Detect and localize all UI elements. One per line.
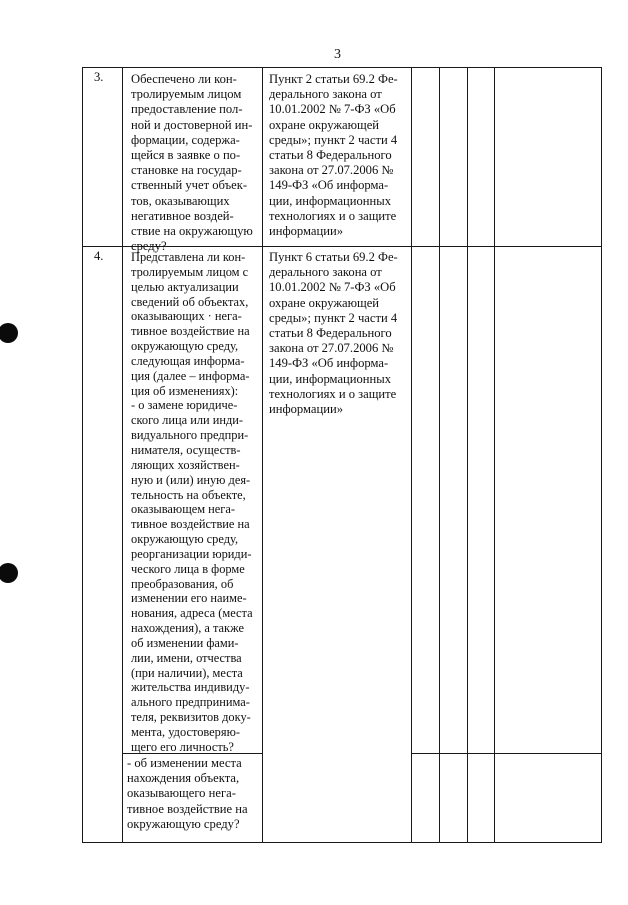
question-line: - о замене юридиче- xyxy=(131,398,238,413)
sub-question-cell xyxy=(127,756,257,832)
basis-line: Пункт 2 статьи 69.2 Фе- xyxy=(269,72,398,86)
basis-line: 10.01.2002 № 7-ФЗ «Об xyxy=(269,102,396,117)
question-line: ального предпринима- xyxy=(131,695,250,710)
basis-line: дерального закона от xyxy=(269,265,382,280)
question-line: тролируемым лицом с xyxy=(131,264,249,279)
row-number: 3. xyxy=(94,70,104,84)
question-line: сведений об объектах, xyxy=(131,294,249,309)
binder-hole-mark xyxy=(0,323,18,343)
question-line: ствие на окружающую xyxy=(131,224,253,239)
question-line: тельность на объекте, xyxy=(131,487,246,502)
basis-line: ции, информационных xyxy=(269,193,392,208)
table-row-divider xyxy=(411,753,602,754)
sub-question-line: - об изменении места xyxy=(127,756,242,770)
table-column-divider xyxy=(439,67,440,843)
sub-question-line: нахождения объекта, xyxy=(127,771,240,786)
table-border-bottom xyxy=(82,842,602,843)
question-cell xyxy=(131,250,257,755)
question-line: формации, содержа- xyxy=(131,132,240,147)
basis-line: дерального закона от xyxy=(269,87,382,102)
basis-line: охране окружающей xyxy=(269,117,380,132)
question-line: жительства индивиду- xyxy=(131,680,250,695)
question-line: оказывающих · нега- xyxy=(131,309,242,324)
question-line: нимателя, осуществ- xyxy=(131,442,241,457)
basis-line: ции, информационных xyxy=(269,371,392,386)
question-line: теля, реквизитов доку- xyxy=(131,710,251,725)
question-line: окружающую среду, xyxy=(131,339,239,354)
question-line: становке на государ- xyxy=(131,163,242,178)
question-line: ция (далее – информа- xyxy=(131,368,250,383)
question-line: видуального предпри- xyxy=(131,428,249,443)
question-line: нахождения), а также xyxy=(131,621,244,636)
question-line: тов, оказывающих xyxy=(131,193,230,208)
question-line: негативное воздей- xyxy=(131,208,234,223)
question-line: ной и достоверной ин- xyxy=(131,117,253,132)
table-border-right xyxy=(601,67,602,843)
question-line: ственный учет объек- xyxy=(131,178,248,193)
basis-line: информации» xyxy=(269,224,344,239)
basis-line: 10.01.2002 № 7-ФЗ «Об xyxy=(269,280,396,295)
question-line: Представлена ли кон- xyxy=(131,250,246,264)
question-line: тивное воздействие на xyxy=(131,517,250,532)
table-column-divider xyxy=(122,67,123,843)
question-line: изменении его наиме- xyxy=(131,591,247,606)
question-line: ского лица или инди- xyxy=(131,413,244,428)
basis-line: статьи 8 Федерального xyxy=(269,148,392,163)
basis-line: закона от 27.07.2006 № xyxy=(269,341,394,356)
basis-line: среды»; пункт 2 части 4 xyxy=(269,132,398,147)
basis-line: Пункт 6 статьи 69.2 Фе- xyxy=(269,250,398,264)
question-line: среду? xyxy=(131,239,167,254)
question-line: нования, адреса (места xyxy=(131,606,253,621)
question-cell xyxy=(131,72,257,254)
question-line: ческого лица в форме xyxy=(131,561,245,576)
table-column-divider xyxy=(467,67,468,843)
sub-question-line: оказывающего нега- xyxy=(127,786,236,801)
question-line: целью актуализации xyxy=(131,279,239,294)
question-line: предоставление пол- xyxy=(131,102,243,117)
binder-hole-mark xyxy=(0,563,18,583)
question-line: щего его личность? xyxy=(131,739,234,754)
basis-line: технологиях и о защите xyxy=(269,386,397,401)
question-line: тролируемым лицом xyxy=(131,87,242,102)
question-line: ляющих хозяйствен- xyxy=(131,457,240,472)
table-column-divider xyxy=(262,67,263,843)
question-line: щейся в заявке о по- xyxy=(131,148,241,163)
question-line: преобразования, об xyxy=(131,576,234,591)
basis-line: статьи 8 Федерального xyxy=(269,326,392,341)
table-border-top xyxy=(82,67,602,68)
table-border-left xyxy=(82,67,83,843)
question-line: оказывающем нега- xyxy=(131,502,236,517)
question-line: ную и (или) иную дея- xyxy=(131,472,251,487)
basis-line: информации» xyxy=(269,402,344,417)
sub-question-line: окружающую среду? xyxy=(127,816,240,831)
sub-question-line: тивное воздействие на xyxy=(127,801,248,816)
question-line: следующая информа- xyxy=(131,353,245,368)
row-number: 4. xyxy=(94,249,104,263)
legal-basis-cell xyxy=(269,72,407,239)
basis-line: закона от 27.07.2006 № xyxy=(269,163,394,178)
question-line: об изменении фами- xyxy=(131,635,239,650)
table-column-divider xyxy=(411,67,412,843)
table-column-divider xyxy=(494,67,495,843)
page-number: 3 xyxy=(334,47,341,62)
basis-line: 149-ФЗ «Об информа- xyxy=(269,356,389,371)
basis-line: 149-ФЗ «Об информа- xyxy=(269,178,389,193)
basis-line: технологиях и о защите xyxy=(269,208,397,223)
question-line: ция об изменениях): xyxy=(131,383,239,398)
basis-line: среды»; пункт 2 части 4 xyxy=(269,310,398,325)
question-line: тивное воздействие на xyxy=(131,324,250,339)
question-line: окружающую среду, xyxy=(131,532,239,547)
basis-line: охране окружающей xyxy=(269,295,380,310)
legal-basis-cell xyxy=(269,250,407,417)
question-line: мента, удостоверяю- xyxy=(131,725,240,739)
question-line: реорганизации юриди- xyxy=(131,546,252,561)
question-line: лии, имени, отчества xyxy=(131,650,242,665)
question-line: Обеспечено ли кон- xyxy=(131,72,237,86)
question-line: (при наличии), места xyxy=(131,665,243,680)
